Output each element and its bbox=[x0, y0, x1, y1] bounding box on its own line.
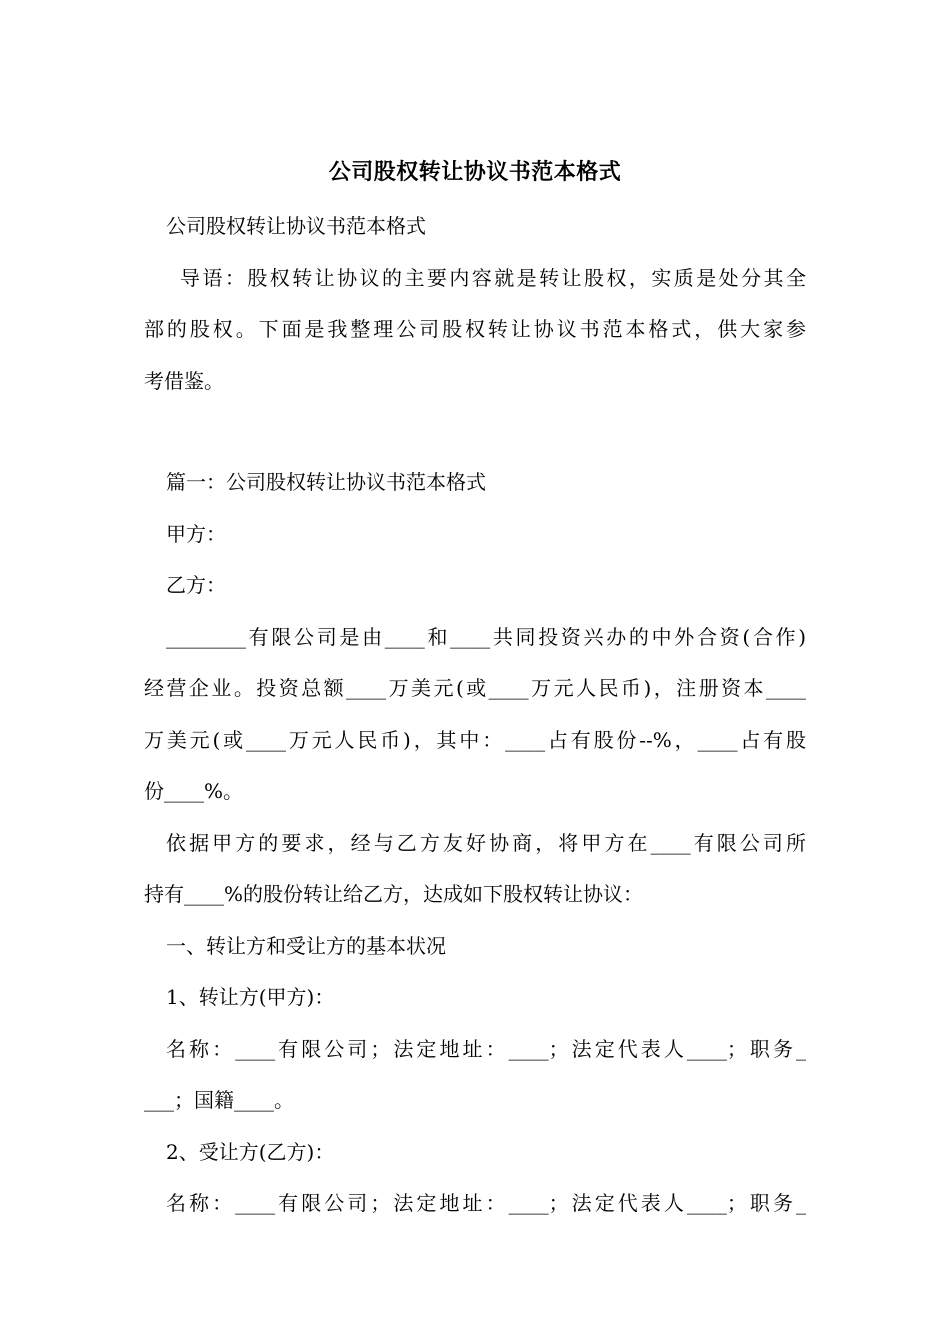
para1-line-1: ________有限公司是由____和____共同投资兴办的中外合资(合作) bbox=[166, 624, 806, 649]
para1-line-2: 经营企业。投资总额____万美元(或____万元人民币)，注册资本____ bbox=[144, 676, 806, 700]
document-body bbox=[144, 201, 806, 1230]
transferor-line-1: 名称：____有限公司；法定地址：____；法定代表人____；职务_ bbox=[166, 1036, 806, 1061]
para2-line-2: 持有____%的股份转让给乙方，达成如下股权转让协议： bbox=[144, 882, 644, 906]
para2-line-1: 依据甲方的要求，经与乙方友好协商，将甲方在____有限公司所 bbox=[166, 830, 806, 855]
subtitle: 公司股权转让协议书范本格式 bbox=[166, 214, 426, 238]
section-gap bbox=[144, 407, 806, 447]
transferor-heading: 1、转让方(甲方)： bbox=[166, 985, 335, 1009]
para1-line-4: 份____%。 bbox=[144, 779, 244, 803]
intro-line-3: 考借鉴。 bbox=[144, 368, 224, 393]
clause1-heading: 一、转让方和受让方的基本状况 bbox=[166, 933, 446, 958]
intro-line-1: 导语：股权转让协议的主要内容就是转让股权，实质是处分其全 bbox=[180, 265, 806, 290]
transferor-line-2: ___；国籍____。 bbox=[144, 1088, 294, 1112]
transferee-heading: 2、受让方(乙方)： bbox=[166, 1139, 335, 1164]
party-b-label: 乙方： bbox=[166, 573, 226, 597]
intro-line-2: 部的股权。下面是我整理公司股权转让协议书范本格式，供大家参 bbox=[144, 317, 806, 341]
document-title: 公司股权转让协议书范本格式 bbox=[328, 159, 622, 185]
party-a-label: 甲方： bbox=[166, 521, 226, 546]
transferee-line-1: 名称：____有限公司；法定地址：____；法定代表人____；职务_ bbox=[166, 1191, 806, 1215]
para1-line-3: 万美元(或____万元人民币)，其中：____占有股份--%，____占有股 bbox=[144, 727, 806, 752]
section-heading: 篇一：公司股权转让协议书范本格式 bbox=[166, 470, 486, 494]
